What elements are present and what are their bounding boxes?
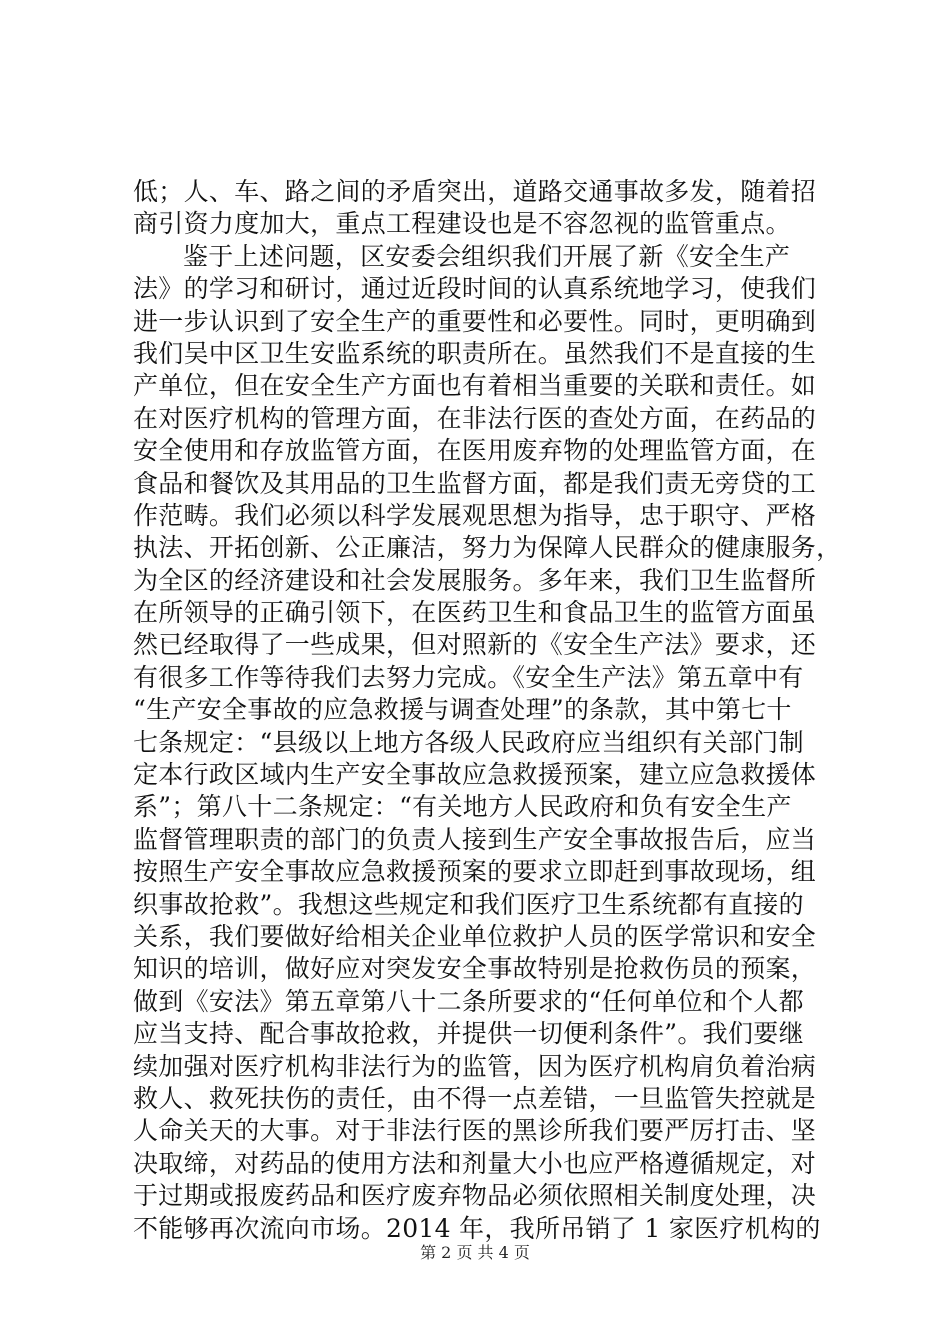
text-line: 关系，我们要做好给相关企业单位救护人员的医学常识和安全 [133,921,817,951]
text-line: 续加强对医疗机构非法行为的监管，因为医疗机构肩负着治病 [133,1051,817,1081]
text-line: 为全区的经济建设和社会发展服务。多年来，我们卫生监督所 [133,565,817,595]
text-line: 作范畴。我们必须以科学发展观思想为指导，忠于职守、严格 [133,500,817,530]
text-line: 商引资力度加大，重点工程建设也是不容忽视的监管重点。 [133,209,791,239]
text-line: 应当支持、配合事故抢救，并提供一切便利条件”。我们要继 [133,1019,804,1049]
body-text [133,176,842,1245]
text-line: 鉴于上述问题，区安委会组织我们开展了新《安全生产 [183,241,791,271]
text-line: 知识的培训，做好应对突发安全事故特别是抢救伤员的预案， [133,954,817,984]
text-line: 不能够再次流向市场。2014 年，我所吊销了 1 家医疗机构的 [133,1213,821,1243]
text-line: 人命关天的大事。对于非法行医的黑诊所我们要严厉打击、坚 [133,1116,817,1146]
text-line: 然已经取得了一些成果，但对照新的《安全生产法》要求，还 [133,630,817,660]
text-line: 做到《安法》第五章第八十二条所要求的“任何单位和个人都 [133,986,804,1016]
text-line: 于过期或报废药品和医疗废弃物品必须依照相关制度处理，决 [133,1181,817,1211]
text-line: 系”；第八十二条规定：“有关地方人民政府和负有安全生产 [133,792,792,822]
text-line: 安全使用和存放监管方面，在医用废弃物的处理监管方面，在 [133,436,817,466]
text-line: 救人、救死扶伤的责任，由不得一点差错，一旦监管失控就是 [133,1083,817,1113]
text-line: 织事故抢救”。我想这些规定和我们医疗卫生系统都有直接的 [133,889,804,919]
text-line: 产单位，但在安全生产方面也有着相当重要的关联和责任。如 [133,371,817,401]
text-line: 按照生产安全事故应急救援预案的要求立即赶到事故现场，组 [133,857,817,887]
text-line: “生产安全事故的应急救援与调查处理”的条款，其中第七十 [133,695,792,725]
text-line: 我们吴中区卫生安监系统的职责所在。虽然我们不是直接的生 [133,338,817,368]
text-line: 决取缔，对药品的使用方法和剂量大小也应严格遵循规定，对 [133,1148,817,1178]
text-line: 法》的学习和研讨，通过近段时间的认真系统地学习，使我们 [133,274,817,304]
text-line: 食品和餐饮及其用品的卫生监督方面，都是我们责无旁贷的工 [133,468,817,498]
text-line: 进一步认识到了安全生产的重要性和必要性。同时，更明确到 [133,306,817,336]
text-line: 有很多工作等待我们去努力完成。《安全生产法》第五章中有 [133,662,804,692]
text-line: 定本行政区域内生产安全事故应急救援预案，建立应急救援体 [133,760,817,790]
text-line: 低；人、车、路之间的矛盾突出，道路交通事故多发，随着招 [133,177,817,206]
text-line: 在所领导的正确引领下，在医药卫生和食品卫生的监管方面虽 [133,598,817,628]
text-line: 执法、开拓创新、公正廉洁，努力为保障人民群众的健康服务， [133,533,842,563]
text-line: 七条规定：“县级以上地方各级人民政府应当组织有关部门制 [133,727,804,757]
text-line: 监督管理职责的部门的负责人接到生产安全事故报告后，应当 [133,824,817,854]
text-line: 在对医疗机构的管理方面，在非法行医的查处方面，在药品的 [133,403,817,433]
page-footer: 第 2 页 共 4 页 [420,1243,530,1262]
